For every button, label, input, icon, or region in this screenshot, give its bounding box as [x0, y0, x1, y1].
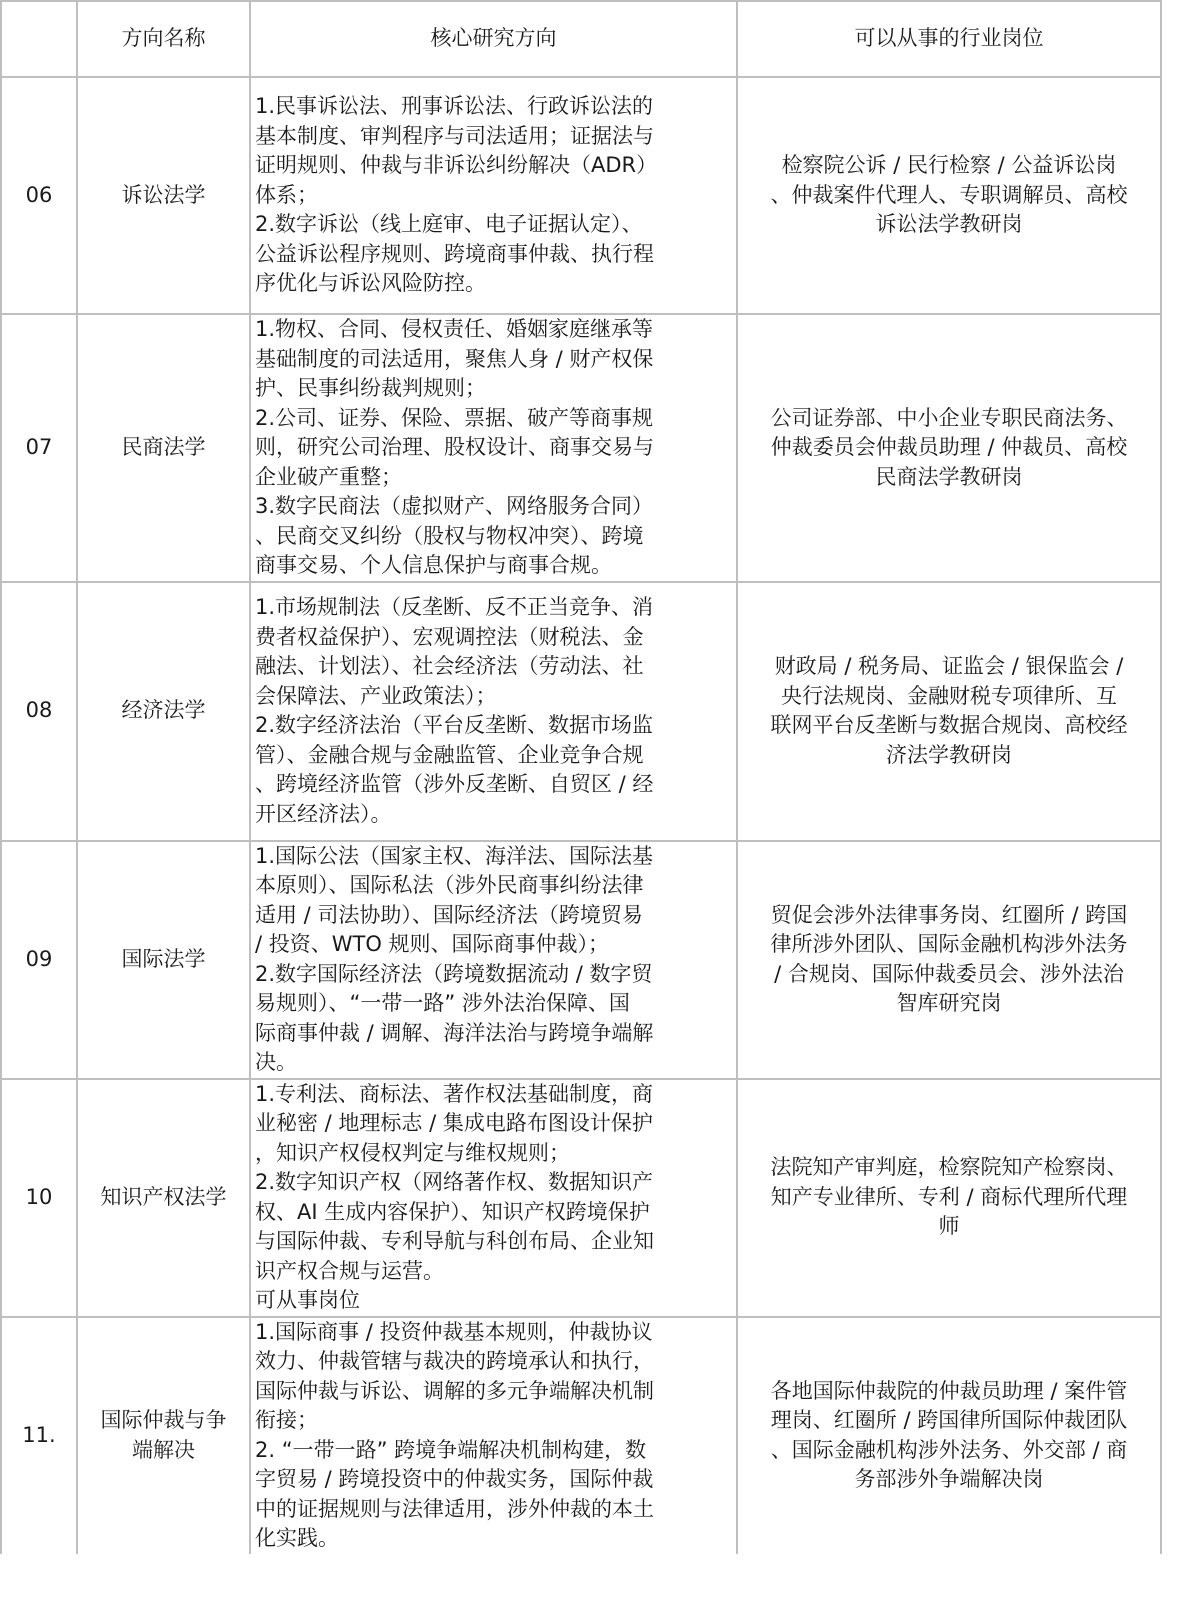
- header-career-positions: 可以从事的行业岗位: [737, 1, 1161, 77]
- career-position-line: 律所涉外团队、国际金融机构涉外法务: [770, 932, 1128, 956]
- core-research-line: 则，研究公司治理、股权设计、商事交易与: [255, 435, 654, 459]
- core-research: [250, 582, 737, 841]
- core-research-line: 适用 / 司法协助）、国际经济法（跨境贸易: [255, 902, 643, 927]
- career-position-line: 民商法学教研岗: [875, 464, 1023, 489]
- core-research-line: 际商事仲裁 / 调解、海洋法治与跨境争端解: [255, 1020, 654, 1045]
- table-row: [1, 77, 1161, 314]
- career-position-line: 理岗、红圈所 / 跨国律所国际仲裁团队: [770, 1408, 1128, 1432]
- direction-name-line: 端解决: [132, 1437, 195, 1462]
- core-research-line: 2. “一带一路” 跨境争端解决机制构建，数: [255, 1437, 647, 1462]
- table-row: [1, 841, 1161, 1079]
- core-research-line: 证明规则、仲裁与非诉讼纠纷解决（ADR）: [255, 153, 658, 178]
- core-research-line: 序优化与诉讼风险防控。: [255, 271, 486, 296]
- career-position-line: 贸促会涉外法律事务岗、红圈所 / 跨国: [770, 902, 1128, 927]
- core-research-line: 企业破产重整；: [255, 464, 402, 489]
- core-research-line: 效力、仲裁管辖与裁决的跨境承认和执行，: [255, 1349, 654, 1373]
- direction-name-line: 国际法学: [121, 946, 206, 971]
- core-research-line: 1.国际商事 / 投资仲裁基本规则，仲裁协议: [255, 1319, 653, 1344]
- core-research-line: 会保障法、产业政策法）；: [255, 683, 497, 708]
- core-research-line: 中的证据规则与法律适用，涉外仲裁的本土: [255, 1496, 654, 1521]
- direction-name-line: 国际仲裁与争: [100, 1408, 227, 1432]
- core-research-line: 1.市场规制法（反垄断、反不正当竞争、消: [255, 595, 654, 619]
- core-research-line: 2.数字知识产权（网络著作权、数据知识产: [255, 1170, 654, 1194]
- core-research-line: / 投资、WTO 规则、国际商事仲裁）；: [255, 932, 610, 956]
- header-core-research: 核心研究方向: [250, 1, 737, 77]
- row-number: 11.: [1, 1317, 77, 1555]
- career-position-line: 公司证券部、中小企业专职民商法务、: [770, 405, 1128, 430]
- row-number: 06: [1, 77, 77, 314]
- page-background: [0, 1554, 1200, 1600]
- core-research-line: 公益诉讼程序规则、跨境商事仲裁、执行程: [255, 241, 654, 266]
- career-positions: [737, 314, 1161, 582]
- career-position-line: 知产专业律所、专利 / 商标代理所代理: [770, 1184, 1128, 1209]
- core-research-line: 与国际仲裁、专利导航与科创布局、企业知: [255, 1229, 654, 1253]
- career-positions: [737, 582, 1161, 841]
- career-position-line: 务部涉外争端解决岗: [854, 1467, 1044, 1491]
- career-positions: [737, 1317, 1161, 1555]
- core-research-line: 字贸易 / 跨境投资中的仲裁实务，国际仲裁: [255, 1467, 654, 1491]
- career-position-line: 法院知产审判庭，检察院知产检察岗、: [770, 1155, 1128, 1180]
- career-position-line: 检察院公诉 / 民行检察 / 公益诉讼岗: [781, 153, 1117, 178]
- core-research-line: 1.国际公法（国家主权、海洋法、国际法基: [255, 843, 654, 868]
- core-research-line: 易规则）、“一带一路” 涉外法治保障、国: [255, 991, 630, 1015]
- header-row: [1, 1, 1161, 77]
- career-position-line: 联网平台反垄断与数据合规岗、高校经: [770, 713, 1128, 737]
- core-research-line: 商事交易、个人信息保护与商事合规。: [255, 553, 612, 577]
- direction-name-line: 经济法学: [121, 698, 206, 723]
- direction-name-line: 知识产权法学: [100, 1184, 227, 1209]
- career-position-line: 各地国际仲裁院的仲裁员助理 / 案件管: [770, 1378, 1128, 1403]
- table-row: [1, 1079, 1161, 1317]
- core-research-line: 2.公司、证券、保险、票据、破产等商事规: [255, 405, 654, 430]
- core-research-line: 本原则）、国际私法（涉外民商事纠纷法律: [255, 873, 644, 897]
- core-research-line: 业秘密 / 地理标志 / 集成电路布图设计保护: [255, 1111, 653, 1135]
- core-research-line: 、跨境经济监管（涉外反垄断、自贸区 / 经: [255, 772, 654, 796]
- career-position-line: 仲裁委员会仲裁员助理 / 仲裁员、高校: [770, 435, 1128, 459]
- career-position-line: 师: [938, 1214, 960, 1239]
- core-research: [250, 841, 737, 1079]
- core-research: [250, 1079, 737, 1317]
- core-research: [250, 314, 737, 582]
- row-number: 07: [1, 314, 77, 582]
- career-position-line: 央行法规岗、金融财税专项律所、互: [781, 683, 1117, 708]
- core-research-line: 权、AI 生成内容保护）、知识产权跨境保护: [255, 1199, 650, 1224]
- direction-name-line: 民商法学: [121, 435, 206, 459]
- core-research-line: 衔接；: [255, 1408, 318, 1432]
- core-research-line: 基本制度、审判程序与司法适用；证据法与: [255, 123, 654, 148]
- direction-name: [77, 1079, 250, 1317]
- row-number: 08: [1, 582, 77, 841]
- core-research-line: 2.数字经济法治（平台反垄断、数据市场监: [255, 713, 654, 737]
- table-row: [1, 1317, 1161, 1555]
- table-row: [1, 314, 1161, 582]
- core-research: [250, 1317, 737, 1555]
- core-research-line: 管）、金融合规与金融监管、企业竞争合规: [255, 742, 644, 767]
- core-research-line: 可从事岗位: [255, 1288, 360, 1312]
- career-position-line: 财政局 / 税务局、证监会 / 银保监会 /: [774, 654, 1124, 678]
- career-position-line: 、仲裁案件代理人、专职调解员、高校: [770, 182, 1128, 207]
- core-research-line: 、民商交叉纠纷（股权与物权冲突）、跨境: [255, 523, 644, 548]
- career-positions: [737, 1079, 1161, 1317]
- core-research-line: 国际仲裁与诉讼、调解的多元争端解决机制: [255, 1378, 654, 1403]
- core-research-line: 1.专利法、商标法、著作权法基础制度，商: [255, 1081, 654, 1106]
- header-direction-name: 方向名称: [77, 1, 250, 77]
- career-position-line: 诉讼法学教研岗: [875, 212, 1023, 237]
- core-research-line: 体系；: [255, 182, 318, 207]
- career-position-line: 、国际金融机构涉外法务、外交部 / 商: [770, 1437, 1128, 1462]
- core-research-line: 2.数字诉讼（线上庭审、电子证据认定）、: [255, 212, 643, 237]
- core-research-line: 1.物权、合同、侵权责任、婚姻家庭继承等: [255, 317, 654, 341]
- core-research-line: 化实践。: [255, 1526, 339, 1550]
- career-position-line: 智库研究岗: [896, 991, 1002, 1015]
- core-research-line: 融法、计划法）、社会经济法（劳动法、社: [255, 654, 644, 678]
- core-research-line: 3.数字民商法（虚拟财产、网络服务合同）: [255, 494, 654, 518]
- career-position-line: / 合规岗、国际仲裁委员会、涉外法治: [774, 961, 1124, 986]
- direction-name: [77, 314, 250, 582]
- row-number: 10: [1, 1079, 77, 1317]
- core-research-line: 1.民事诉讼法、刑事诉讼法、行政诉讼法的: [255, 94, 654, 119]
- direction-name: [77, 582, 250, 841]
- career-positions: [737, 841, 1161, 1079]
- direction-name: [77, 77, 250, 314]
- career-positions: [737, 77, 1161, 314]
- core-research-line: ，知识产权侵权判定与维权规则；: [255, 1140, 570, 1165]
- core-research: [250, 77, 737, 314]
- row-number: 09: [1, 841, 77, 1079]
- header-number: [1, 1, 77, 77]
- career-position-line: 济法学教研岗: [886, 742, 1012, 767]
- core-research-line: 开区经济法）。: [255, 801, 392, 826]
- core-research-line: 识产权合规与运营。: [255, 1258, 444, 1283]
- direction-name: [77, 1317, 250, 1555]
- core-research-line: 费者权益保护）、宏观调控法（财税法、金: [255, 624, 644, 649]
- direction-name: [77, 841, 250, 1079]
- core-research-line: 决。: [255, 1050, 297, 1074]
- direction-name-line: 诉讼法学: [121, 182, 206, 207]
- core-research-line: 护、民事纠纷裁判规则；: [255, 376, 486, 400]
- core-research-line: 2.数字国际经济法（跨境数据流动 / 数字贸: [255, 961, 653, 986]
- table-row: [1, 582, 1161, 841]
- core-research-line: 基础制度的司法适用，聚焦人身 / 财产权保: [255, 346, 654, 371]
